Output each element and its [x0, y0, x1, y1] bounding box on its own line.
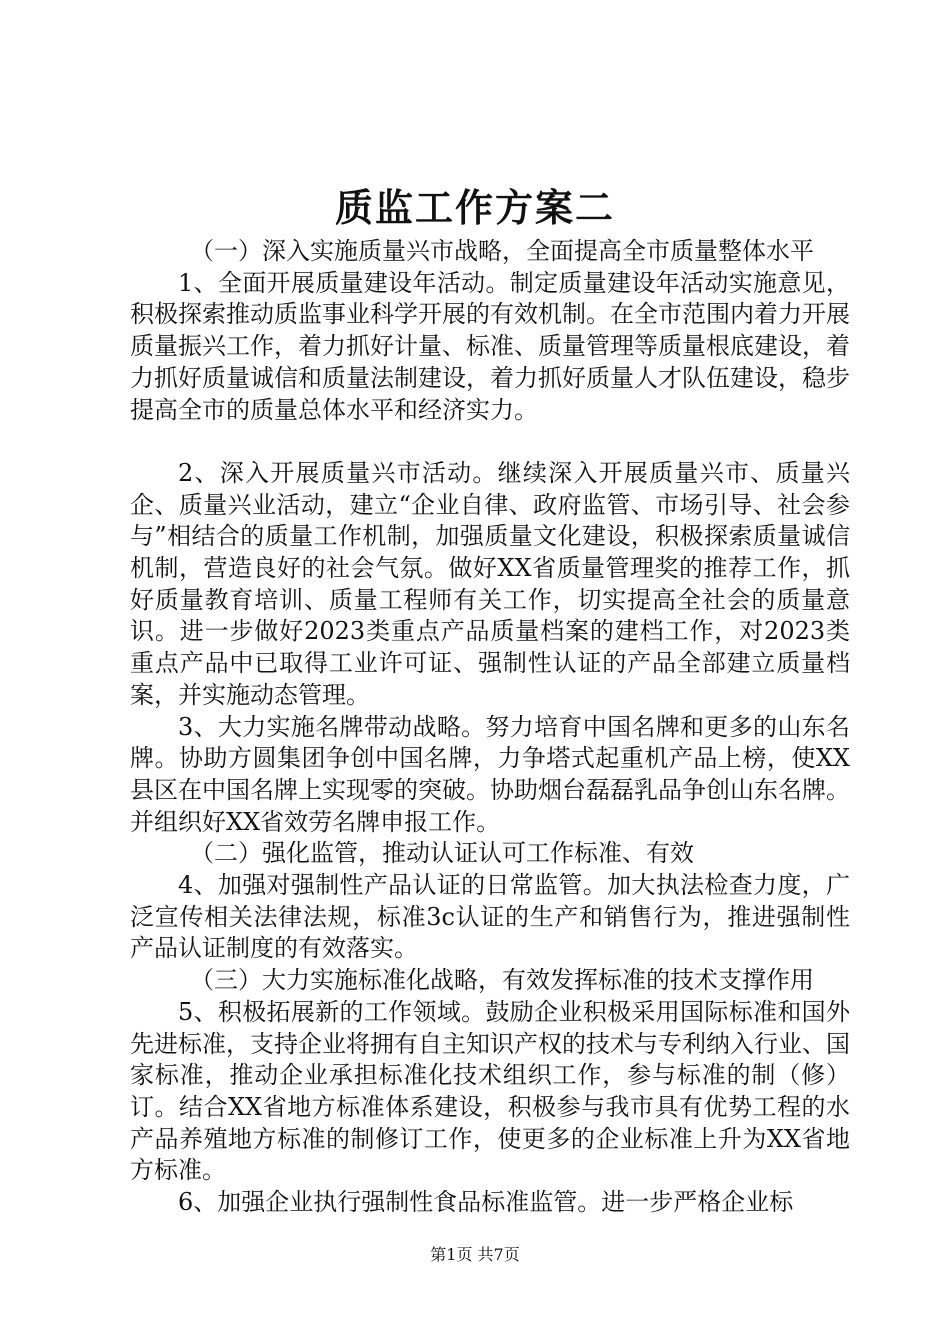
paragraph-item-4: 4、加强对强制性产品认证的日常监管。加大执法检查力度，广泛宣传相关法律法规，标准3c认证的生产和销售行为，推进强制性产品认证制度的有效落实。 [130, 871, 850, 963]
page-footer: 第1页 共7页 [430, 1245, 520, 1264]
section-heading-2: （二）强化监管，推动认证认可工作标准、有效 [190, 839, 694, 868]
section-heading-3: （三）大力实施标准化战略，有效发挥标准的技术支撑作用 [190, 966, 814, 995]
document-title: 质监工作方案二 [334, 185, 615, 230]
section-heading-1: （一）深入实施质量兴市战略，全面提高全市质量整体水平 [190, 237, 814, 265]
paragraph-item-1: 1、全面开展质量建设年活动。制定质量建设年活动实施意见，积极探索推动质监事业科学开展的有效机制。在全市范围内着力开展质量振兴工作，着力抓好计量、标准、质量管理等质量根底建设，着力抓好质量诚信和质量法制建设，着力抓好质量人才队伍建设，稳步提高全市的质量总体水平和经济实力。 [130, 268, 850, 424]
paragraph-item-3: 3、大力实施名牌带动战略。努力培育中国名牌和更多的山东名牌。协助方圆集团争创中国名牌，力争塔式起重机产品上榜，使XX县区在中国名牌上实现零的突破。协助烟台磊磊乳品争创山东名牌。并组织好XX省效劳名牌申报工作。 [130, 712, 850, 836]
paragraph-item-6: 6、加强企业执行强制性食品标准监管。进一步严格企业标 [178, 1188, 794, 1217]
paragraph-item-2: 2、深入开展质量兴市活动。继续深入开展质量兴市、质量兴企、质量兴业活动，建立“企业自律、政府监管、市场引导、社会参与”相结合的质量工作机制，加强质量文化建设，积极探索质量诚信机制，营造良好的社会气氛。做好XX省质量管理奖的推荐工作，抓好质量教育培训、质量工程师有关工作，切实提高全社会的质量意识。进一步做好2023类重点产品质量档案的建档工作，对2023类重点产品中已取得工业许可证、强制性认证的产品全部建立质量档案，并实施动态管理。 [130, 458, 850, 709]
paragraph-item-5: 5、积极拓展新的工作领域。鼓励企业积极采用国际标准和国外先进标准，支持企业将拥有自主知识产权的技术与专利纳入行业、国家标准，推动企业承担标准化技术组织工作，参与标准的制（修）订。结合XX省地方标准体系建设，积极参与我市具有优势工程的水产品养殖地方标准的制修订工作，使更多的企业标准上升为XX省地方标准。 [130, 997, 850, 1185]
document-body [130, 236, 850, 1219]
